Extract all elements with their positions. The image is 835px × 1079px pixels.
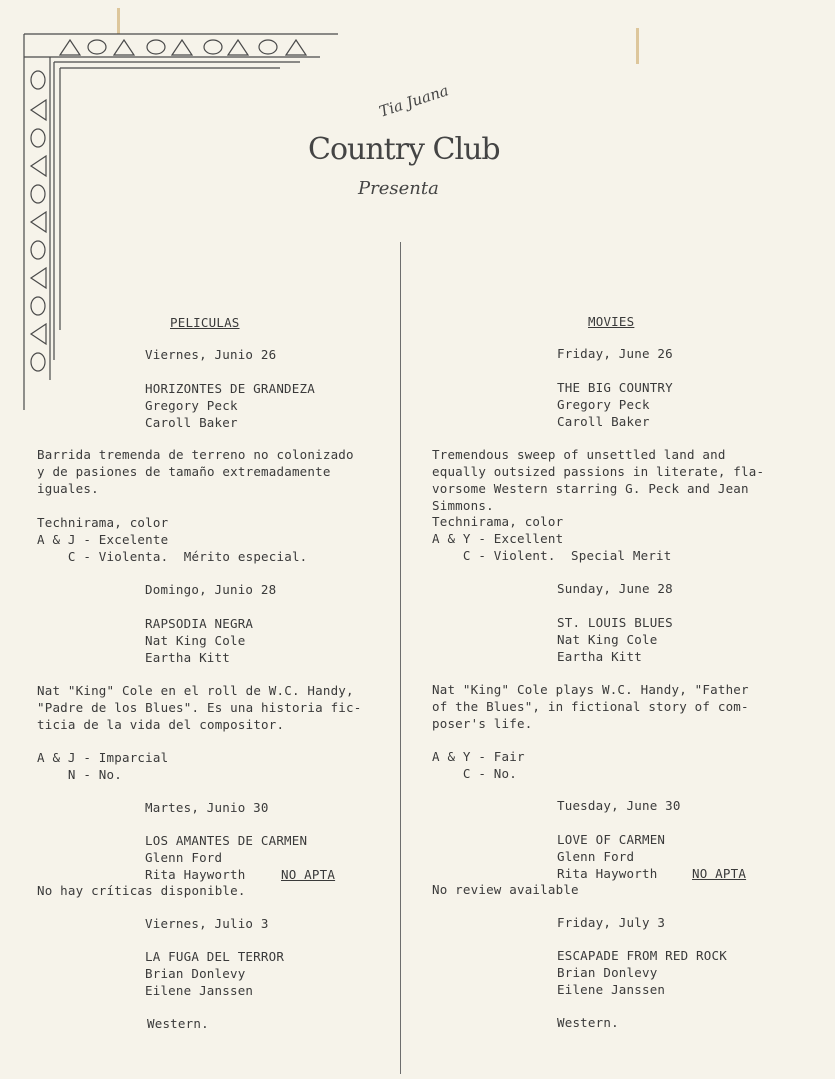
entry-date: Viernes, Junio 26 [145, 347, 277, 362]
rating-line: Technirama, color [37, 515, 169, 530]
no-apta-tag: NO APTA [281, 867, 336, 882]
movie-description: y de pasiones de tamaño extremadamente [37, 464, 331, 479]
movie-description: Tremendous sweep of unsettled land and [432, 447, 726, 462]
column-divider [400, 242, 401, 1074]
rating-line: C - Violenta. Mérito especial. [37, 549, 308, 564]
movie-description: equally outsized passions in literate, fla- [432, 464, 765, 479]
movie-description: Nat "King" Cole plays W.C. Handy, "Father [432, 682, 749, 697]
rating-line: A & Y - Excellent [432, 531, 564, 546]
movie-title: RAPSODIA NEGRA [145, 616, 254, 631]
rating-line: A & J - Imparcial [37, 750, 169, 765]
movie-description: Nat "King" Cole en el roll de W.C. Handy, [37, 683, 354, 698]
cast-member: Nat King Cole [557, 632, 658, 647]
movie-description: ticia de la vida del compositor. [37, 717, 285, 732]
cast-member: Eartha Kitt [145, 650, 230, 665]
movie-title: ESCAPADE FROM RED ROCK [557, 948, 727, 963]
logo-line-2: Country Club [308, 132, 500, 167]
rating-line: C - Violent. Special Merit [432, 548, 672, 563]
rating-line: A & J - Excelente [37, 532, 169, 547]
movie-description: No hay críticas disponible. [37, 883, 246, 898]
cast-member: Caroll Baker [557, 414, 650, 429]
cast-member: Glenn Ford [557, 849, 635, 864]
cast-member: Brian Donlevy [557, 965, 658, 980]
logo-line-1: Tia Juana [376, 81, 451, 121]
movie-title: ST. LOUIS BLUES [557, 615, 673, 630]
entry-date: Tuesday, June 30 [557, 798, 681, 813]
logo-line-3: Presenta [358, 178, 439, 199]
cast-member: Nat King Cole [145, 633, 246, 648]
movie-description: Simmons. [432, 498, 494, 513]
entry-date: Martes, Junio 30 [145, 800, 269, 815]
cast-member: Gregory Peck [145, 398, 238, 413]
cast-member: Eilene Janssen [145, 983, 254, 998]
movie-title: HORIZONTES DE GRANDEZA [145, 381, 315, 396]
movie-title: THE BIG COUNTRY [557, 380, 673, 395]
rating-line: Technirama, color [432, 514, 564, 529]
cast-member: Rita Hayworth [145, 867, 246, 882]
movie-description: "Padre de los Blues". Es una historia fic- [37, 700, 362, 715]
rating-line: C - No. [432, 766, 517, 781]
no-apta-tag: NO APTA [692, 866, 747, 881]
movie-title: LA FUGA DEL TERROR [145, 949, 285, 964]
movie-description: vorsome Western starring G. Peck and Jean [432, 481, 749, 496]
rating-line: N - No. [37, 767, 122, 782]
entry-date: Friday, June 26 [557, 346, 673, 361]
english-heading: MOVIES [588, 314, 635, 329]
rating-line: A & Y - Fair [432, 749, 525, 764]
genre-label: Western. [557, 1015, 619, 1030]
movie-description: of the Blues", in fictional story of com- [432, 699, 749, 714]
cast-member: Eartha Kitt [557, 649, 642, 664]
movie-description: Barrida tremenda de terreno no colonizado [37, 447, 354, 462]
paper-stain [636, 28, 639, 64]
cast-member: Eilene Janssen [557, 982, 666, 997]
entry-date: Friday, July 3 [557, 915, 666, 930]
movie-title: LOVE OF CARMEN [557, 832, 666, 847]
cast-member: Rita Hayworth [557, 866, 658, 881]
spanish-heading: PELICULAS [170, 315, 240, 330]
cast-member: Brian Donlevy [145, 966, 246, 981]
movie-title: LOS AMANTES DE CARMEN [145, 833, 308, 848]
movie-description: No review available [432, 882, 579, 897]
genre-label: Western. [147, 1016, 209, 1031]
entry-date: Viernes, Julio 3 [145, 916, 269, 931]
entry-date: Domingo, Junio 28 [145, 582, 277, 597]
cast-member: Gregory Peck [557, 397, 650, 412]
cast-member: Caroll Baker [145, 415, 238, 430]
movie-description: poser's life. [432, 716, 533, 731]
entry-date: Sunday, June 28 [557, 581, 673, 596]
country-club-logo [300, 81, 520, 212]
cast-member: Glenn Ford [145, 850, 223, 865]
movie-description: iguales. [37, 481, 99, 496]
